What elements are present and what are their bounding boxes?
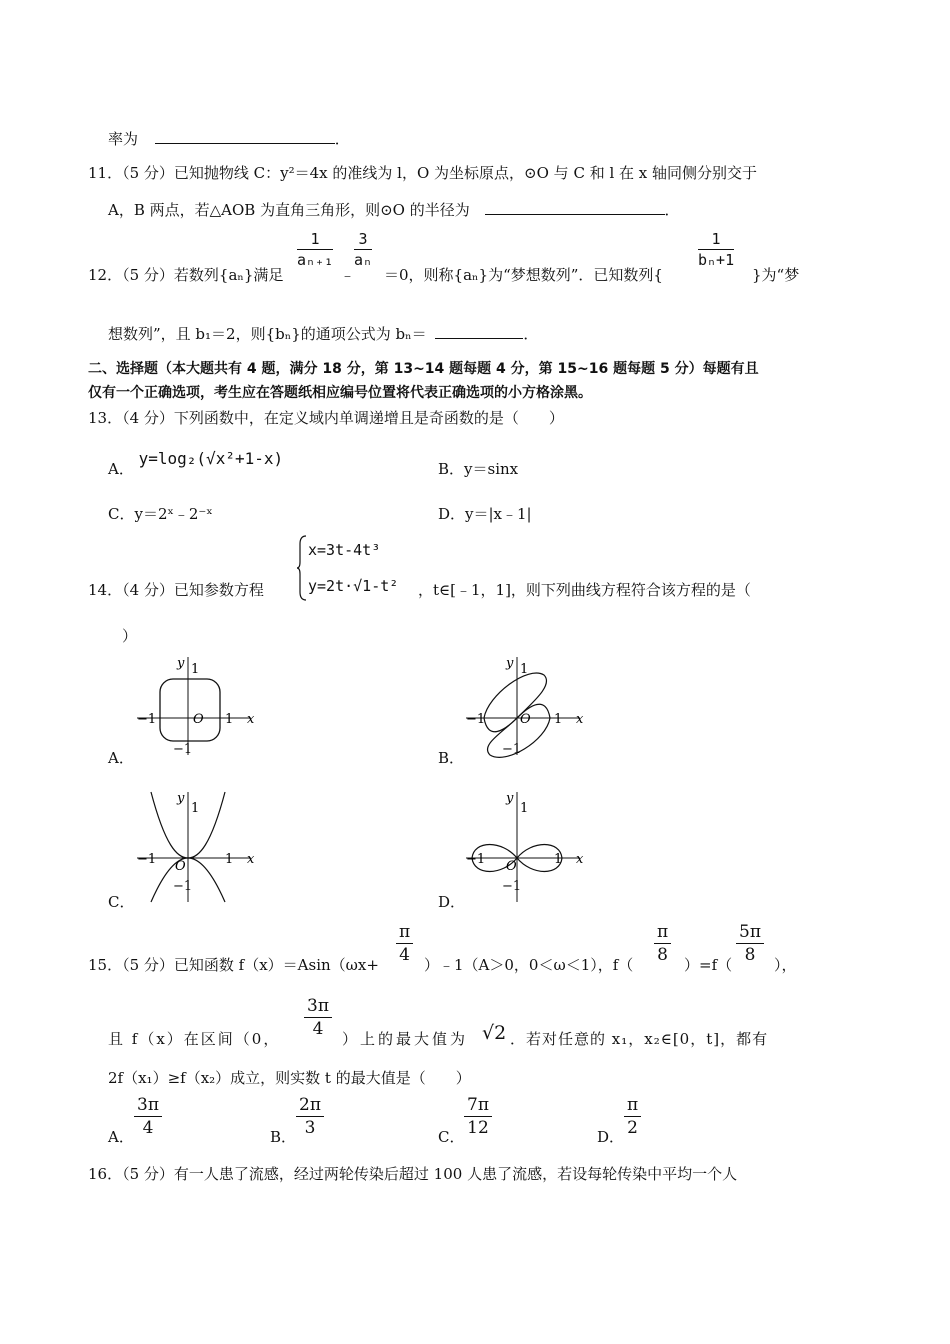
q15-line2-mid: ）上的最大值为 xyxy=(342,1030,469,1048)
q15-line2-pre: 且 f（x）在区间（0， xyxy=(108,1030,281,1048)
q15-fraction-5pi-8: $\frac{5\pi}{8}$ xyxy=(736,924,764,964)
g14d-x-one-label: 1 xyxy=(554,852,563,867)
g14d-origin-label: O xyxy=(506,859,517,874)
g14a-origin-label: O xyxy=(193,712,204,727)
q12-post: }为“梦 xyxy=(752,266,800,284)
q14-stem-pre: 14．（4 分）已知参数方程 xyxy=(88,581,264,599)
g14a-x-one-label: 1 xyxy=(225,712,234,727)
section-2-heading-line1: 二、选择题（本大题共有 4 题，满分 18 分，第 13~14 题每题 4 分，第 15~16 题每题 5 分）每题有且 xyxy=(88,361,759,377)
q12-answer-blank[interactable] xyxy=(435,324,523,339)
q14-equation-x: x=3t-4t³ xyxy=(308,541,381,559)
q15-fraction-3pi-4: $\frac{3\pi}{4}$ xyxy=(304,998,332,1038)
q12-fraction-3: $\frac{1}{\text{bₙ+1}}$ xyxy=(698,230,735,269)
g14a-x-axis-label: x xyxy=(247,712,255,727)
g14d-x-neg-one-label: −1 xyxy=(466,852,486,867)
q11-line2: A，B 两点，若△AOB 为直角三角形，则⊙O 的半径为 ． xyxy=(108,201,680,219)
q14-graph-c[interactable] xyxy=(133,790,263,905)
g14b-y-neg-one-label: −1 xyxy=(502,742,522,757)
q14-b-loop-upper xyxy=(484,673,547,732)
g14c-x-one-label: 1 xyxy=(225,852,234,867)
q12-fraction-2: $\frac{3}{\text{aₙ}}$ xyxy=(354,230,373,269)
q12-line2: 想数列”，且 b₁＝2，则{bₙ}的通项公式为 bₙ＝ ． xyxy=(108,325,539,343)
q15-option-b-fraction[interactable]: $\frac{2\pi}{3}$ xyxy=(296,1097,324,1137)
q14-option-c-label[interactable]: C． xyxy=(108,893,135,911)
q15-option-b-label[interactable]: B． xyxy=(270,1128,297,1146)
q13-option-a[interactable]: A． y=log₂(√x²+1-x) xyxy=(108,449,284,478)
q14-a-rounded-square-curve xyxy=(160,679,220,741)
g14a-y-axis-label: y xyxy=(177,656,185,671)
q14-close-paren: ） xyxy=(122,627,138,645)
q14-option-a-label[interactable]: A． xyxy=(108,749,134,767)
q10-continuation: 率为 ． xyxy=(108,130,350,148)
q15-line1-mid2: ）=f（ xyxy=(684,956,733,974)
q13-option-b[interactable]: B．y＝sinx xyxy=(438,460,519,478)
g14d-y-axis-label: y xyxy=(506,791,514,806)
g14a-x-neg-one-label: −1 xyxy=(137,712,157,727)
q16-line1: 16．（5 分）有一人患了流感，经过两轮传染后超过 100 人患了流感，若设每轮传染中平均一个人 xyxy=(88,1165,738,1183)
q15-option-c-label[interactable]: C． xyxy=(438,1128,465,1146)
q12-line1: 12．（5 分）若数列{aₙ}满足 xyxy=(88,266,284,284)
g14b-origin-label: O xyxy=(520,712,531,727)
g14c-x-neg-one-label: −1 xyxy=(137,852,157,867)
g14d-y-neg-one-label: −1 xyxy=(502,879,522,894)
q15-line1-end: ）， xyxy=(774,956,797,974)
q11-answer-blank[interactable] xyxy=(485,200,665,215)
q15-line1-pre: 15．（5 分）已知函数 f（x）＝Asin（ωx+ xyxy=(88,956,379,974)
q15-fraction-pi-8: $\frac{\pi}{8}$ xyxy=(654,924,671,964)
q13-option-d[interactable]: D．y＝|x﹣1| xyxy=(438,505,532,523)
q15-line1-mid: ）﹣1（A＞0，0＜ω＜1），f（ xyxy=(424,956,634,974)
q15-fraction-pi-4: $\frac{\pi}{4}$ xyxy=(396,924,413,964)
q15-option-d-fraction[interactable]: $\frac{\pi}{2}$ xyxy=(624,1097,641,1137)
q10-answer-blank[interactable] xyxy=(155,129,335,144)
q15-option-c-fraction[interactable]: $\frac{7\pi}{12}$ xyxy=(464,1097,492,1137)
g14d-x-axis-label: x xyxy=(576,852,584,867)
g14b-y-axis-label: y xyxy=(506,656,514,671)
g14b-x-axis-label: x xyxy=(576,712,584,727)
q14-equation-y: y=2t·√1-t² xyxy=(308,577,399,595)
q15-sqrt2: √2 xyxy=(482,1022,507,1044)
q14-brace xyxy=(296,534,308,602)
q13-stem: 13．（4 分）下列函数中，在定义域内单调递增且是奇函数的是（ ） xyxy=(88,409,564,427)
q12-mid: ＝0，则称{aₙ}为“梦想数列”．已知数列{ xyxy=(384,266,663,284)
g14a-y-one-label: 1 xyxy=(191,662,200,677)
section-2-heading-line2: 仅有一个正确选项，考生应在答题纸相应编号位置将代表正确选项的小方格涂黑。 xyxy=(88,385,592,401)
g14b-x-one-label: 1 xyxy=(554,712,563,727)
g14c-x-axis-label: x xyxy=(247,852,255,867)
q13-option-c[interactable]: C．y＝2ˣ﹣2⁻ˣ xyxy=(108,505,213,523)
g14c-y-neg-one-label: −1 xyxy=(173,879,193,894)
g14b-x-neg-one-label: −1 xyxy=(466,712,486,727)
g14b-y-one-label: 1 xyxy=(520,662,529,677)
q14-stem-post: ，t∈[﹣1，1]，则下列曲线方程符合该方程的是（ xyxy=(418,581,751,599)
g14a-y-neg-one-label: −1 xyxy=(173,742,193,757)
q15-option-a-fraction[interactable]: $\frac{3\pi}{4}$ xyxy=(134,1097,162,1137)
q14-graph-a[interactable] xyxy=(133,655,263,760)
q15-line3: 2f（x₁）≥f（x₂）成立，则实数 t 的最大值是（ ） xyxy=(108,1069,471,1087)
q11-line1: 11．（5 分）已知抛物线 C：y²＝4x 的准线为 l，O 为坐标原点，⊙O 与 C 和 l 在 x 轴同侧分别交于 xyxy=(88,164,758,182)
g14c-y-one-label: 1 xyxy=(191,801,200,816)
g14c-y-axis-label: y xyxy=(177,791,185,806)
q14-graph-d[interactable] xyxy=(462,790,592,905)
q14-graph-b[interactable] xyxy=(462,655,592,760)
q14-option-b-label[interactable]: B． xyxy=(438,749,465,767)
q15-option-a-label[interactable]: A． xyxy=(108,1128,134,1146)
q15-line2-post: ．若对任意的 x₁，x₂∈[0，t]，都有 xyxy=(510,1030,769,1048)
q12-fraction-1: $\frac{1}{\text{aₙ₊₁}}$ xyxy=(297,230,334,269)
q15-option-d-label[interactable]: D． xyxy=(597,1128,625,1146)
q12-minus: ﹣ xyxy=(340,266,356,284)
g14c-origin-label: O xyxy=(175,859,186,874)
g14d-y-one-label: 1 xyxy=(520,801,529,816)
q14-option-d-label[interactable]: D． xyxy=(438,893,466,911)
q13-option-a-expr: y=log₂(√x²+1-x) xyxy=(138,449,284,468)
